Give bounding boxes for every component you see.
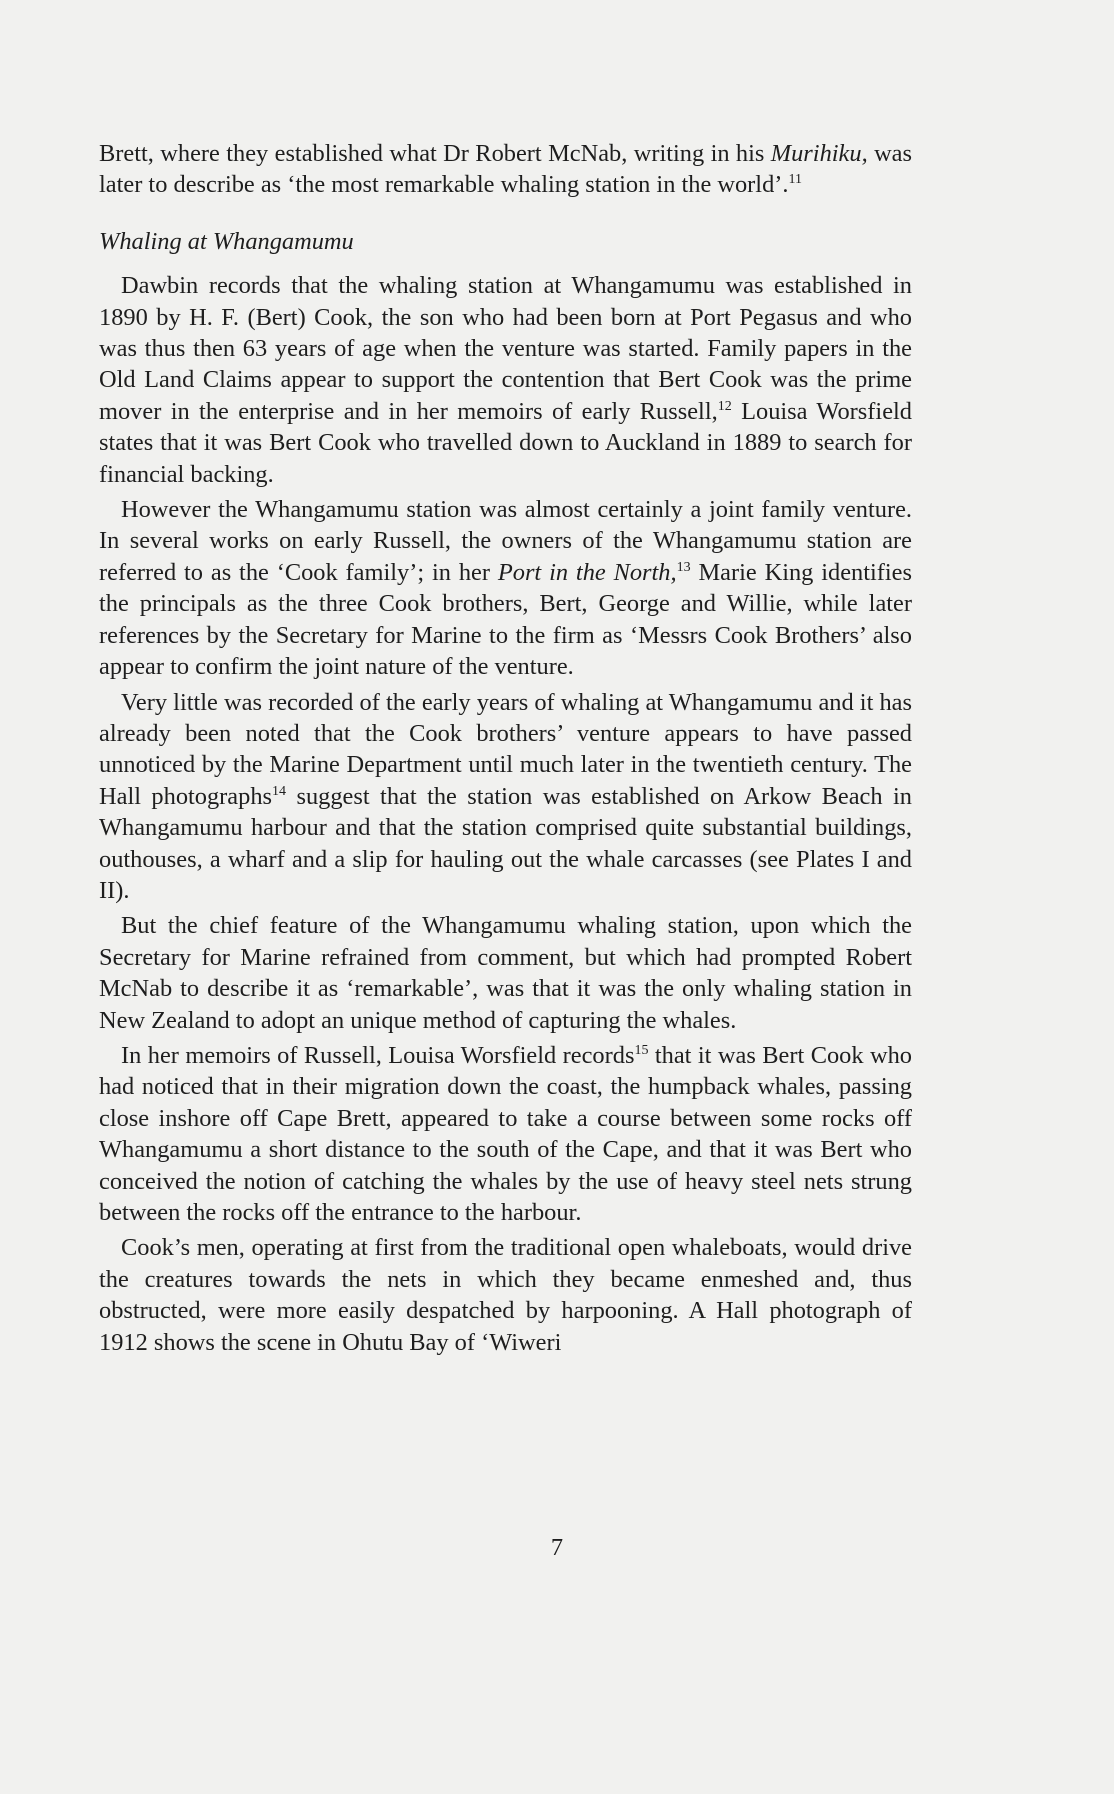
text-run: Marie King identifies the principals as the three Cook brothers, Bert, George and Willie, while later references by the Secretary for Marine to the firm as ‘Messrs Cook Brothers’ also appear to confirm the joint nature of the venture. — [99, 558, 912, 681]
footnote-marker: 15 — [634, 1042, 649, 1058]
text-run: that it was Bert Cook who had noticed that in their migration down the coast, the humpback whales, passing close inshore off Cape Brett, appeared to take a course between some rocks off Whangamumu a short distance to the south of the Cape, and that it was Bert who conceived the notion of catching the whales by the use of heavy steel nets strung between the rocks off the entrance to the harbour. — [99, 1041, 912, 1226]
text-run: Dawbin records that the whaling station at Whangamumu was established in 1890 by H. F. (Bert) Cook, the son who had been born at Port Pegasus and who was thus then 63 years of age when the venture was started. Family papers in the Old Land Claims appear to support the contention that Bert Cook was the prime mover in the enterprise and in her memoirs of early Russell, — [99, 272, 912, 425]
paragraph — [99, 1232, 912, 1358]
text-run: However the Whangamumu station was almost certainly a joint family venture. In several works on early Russell, the owners of the Whangamumu station are referred to as the ‘Cook family’; in her — [99, 496, 912, 586]
footnote-marker: 12 — [717, 398, 732, 414]
paragraph — [99, 1040, 912, 1228]
paragraph — [99, 910, 912, 1036]
paragraph — [99, 687, 912, 907]
text-run: was later to describe as ‘the most remarkable whaling station in the world’. — [99, 140, 912, 199]
footnote-marker: 13 — [676, 559, 691, 575]
text-run: Cook’s men, operating at first from the traditional open whaleboats, would drive the creatures towards the nets in which they became enmeshed and, thus obstructed, were more easily despatched by harpooning. A Hall photograph of 1912 shows the scene in Ohutu Bay of ‘Wiweri — [99, 1234, 912, 1356]
paragraph — [99, 270, 912, 490]
italic-title: Port in the North, — [497, 558, 677, 586]
page-body — [99, 138, 912, 1358]
text-run: Louisa Worsfield states that it was Bert Cook who travelled down to Auckland in 1889 to search for financial backing. — [99, 397, 912, 488]
page-number: 7 — [550, 1534, 564, 1561]
paragraph — [99, 138, 912, 201]
text-run: Brett, where they established what Dr Robert McNab, writing in his — [99, 140, 771, 167]
italic-title: Murihiku, — [770, 140, 868, 167]
footnote-marker: 11 — [788, 172, 802, 188]
paragraph — [99, 494, 912, 682]
text-run: suggest that the station was established on Arkow Beach in Whangamumu harbour and that the station comprised quite substantial buildings, outhouses, a wharf and a slip for hauling out the whale carcasses (see Plates I and II). — [99, 782, 912, 904]
text-run: But the chief feature of the Whangamumu whaling station, upon which the Secretary for Marine refrained from comment, but which had prompted Robert McNab to describe it as ‘remarkable’, was that it was the only whaling station in New Zealand to adopt an unique method of capturing the whales. — [99, 912, 912, 1034]
text-run: In her memoirs of Russell, Louisa Worsfield records — [121, 1041, 635, 1069]
section-heading: Whaling at Whangamumu — [99, 227, 354, 255]
footnote-marker: 14 — [272, 783, 287, 799]
text-run: Very little was recorded of the early years of whaling at Whangamumu and it has already been noted that the Cook brothers’ venture appears to have passed unnoticed by the Marine Department until much later in the twentieth century. The Hall photographs — [99, 688, 912, 810]
